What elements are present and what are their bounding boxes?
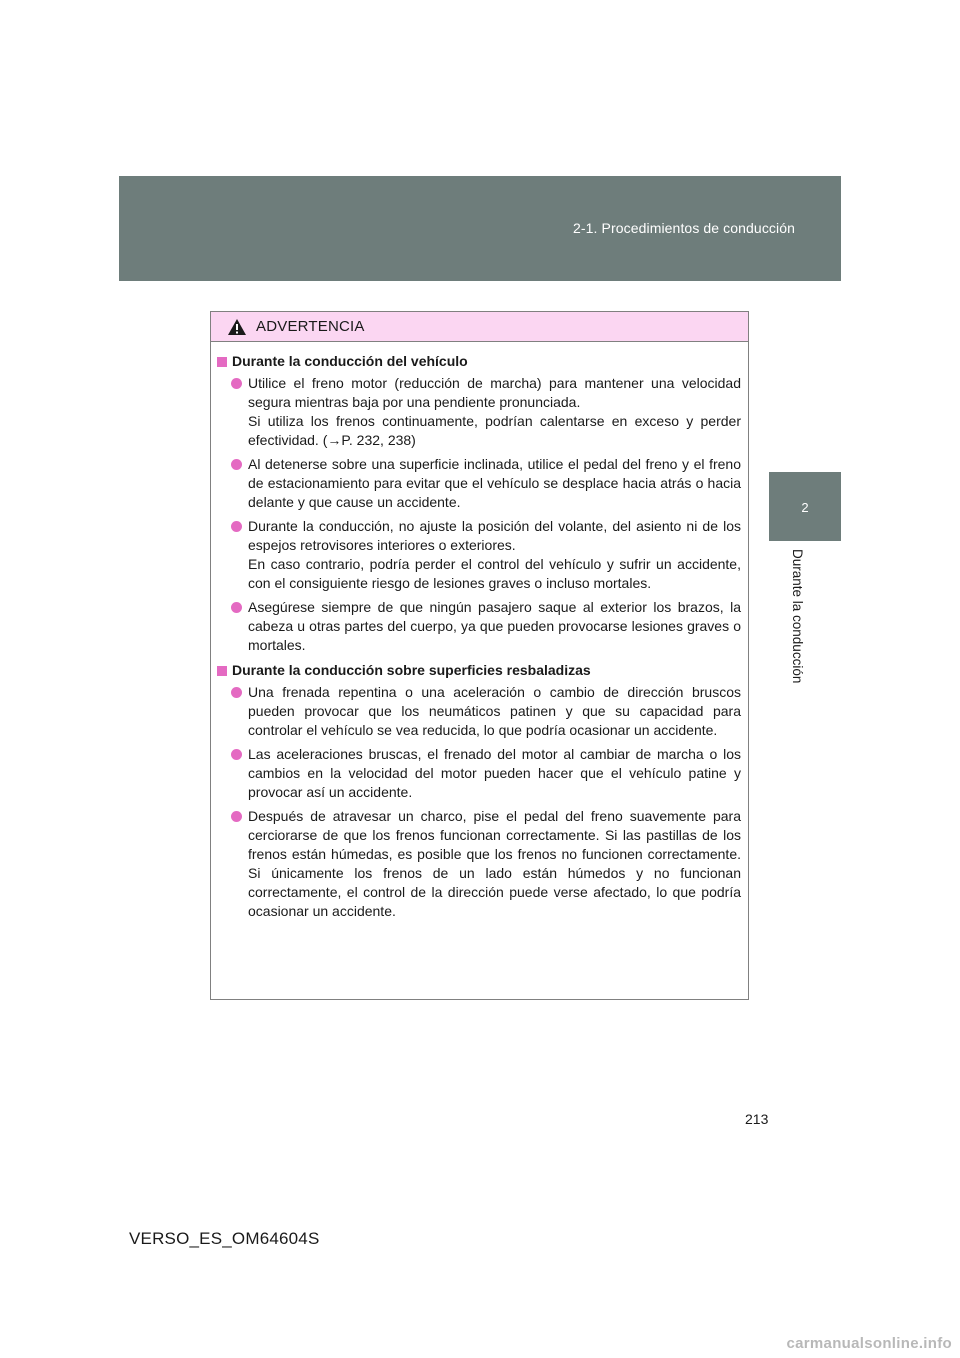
item-paragraph: Una frenada repentina o una aceleración o cambio de dirección bruscos pueden provocar que los neumáticos patinen y que su capacidad para controlar el vehículo se vea reducida, lo que podría ocasionar un accidente. [248, 684, 741, 738]
section-header-band [119, 176, 841, 281]
item-paragraph: Después de atravesar un charco, pise el pedal del freno suavemente para cerciorarse de que los frenos funcionan correctamente. Si las pastillas de los frenos están húmedas, es posible que los frenos no funcionen correctamente. Si únicamente los frenos de un lado están húmedos y no funcionan correctamente, el control de la dirección puede verse afectado, lo que podría ocasionar un accidente. [248, 808, 741, 919]
item-paragraph: Asegúrese siempre de que ningún pasajero saque al exterior los brazos, la cabeza u otras partes del cuerpo, ya que pueden provocarse lesiones graves o mortales. [248, 599, 741, 653]
watermark: carmanualsonline.info [786, 1335, 952, 1352]
warning-item [217, 683, 741, 740]
section-title: 2-1. Procedimientos de conducción [573, 220, 795, 236]
chapter-label: Durante la conducción [790, 549, 805, 684]
warning-item [217, 598, 741, 655]
warning-section [217, 352, 741, 655]
square-bullet-icon [217, 666, 227, 676]
warning-triangle-icon [227, 318, 247, 336]
warning-item [217, 807, 741, 921]
warning-section [217, 661, 741, 921]
item-paragraph: Durante la conducción, no ajuste la posición del volante, del asiento ni de los espejos retrovisores interiores o exteriores. [248, 518, 741, 553]
warning-item [217, 455, 741, 512]
round-bullet-icon [231, 459, 242, 470]
item-paragraph: Utilice el freno motor (reducción de marcha) para mantener una velocidad segura mientras baja por una pendiente pronunciada. [248, 375, 741, 410]
round-bullet-icon [231, 602, 242, 613]
round-bullet-icon [231, 378, 242, 389]
warning-item [217, 517, 741, 593]
section-heading-text: Durante la conducción sobre superficies resbaladizas [232, 662, 591, 678]
round-bullet-icon [231, 811, 242, 822]
round-bullet-icon [231, 521, 242, 532]
round-bullet-icon [231, 749, 242, 760]
page-number: 213 [745, 1111, 769, 1127]
round-bullet-icon [231, 687, 242, 698]
chapter-number: 2 [801, 500, 809, 515]
warning-item [217, 745, 741, 802]
item-paragraph: Al detenerse sobre una superficie inclinada, utilice el pedal del freno y el freno de estacionamiento para evitar que el vehículo se desplace hacia atrás o hacia delante y que cause un accidente. [248, 456, 741, 510]
item-paragraph: En caso contrario, podría perder el control del vehículo y sufrir un accidente, con el consiguiente riesgo de lesiones graves o incluso mortales. [248, 556, 741, 591]
warning-box [210, 311, 749, 1000]
document-code: VERSO_ES_OM64604S [129, 1229, 320, 1248]
square-bullet-icon [217, 357, 227, 367]
section-heading [217, 352, 741, 371]
chapter-tab [769, 472, 841, 541]
item-paragraph: Si utiliza los frenos continuamente, podrían calentarse en exceso y perder efectividad. (→P. 232, 238) [248, 413, 741, 448]
item-paragraph: Las aceleraciones bruscas, el frenado del motor al cambiar de marcha o los cambios en la velocidad del motor pueden hacer que el vehículo patine y provocar así un accidente. [248, 746, 741, 800]
section-heading [217, 661, 741, 680]
section-heading-text: Durante la conducción del vehículo [232, 353, 468, 369]
warning-body [211, 342, 748, 921]
warning-header [211, 312, 748, 342]
warning-title: ADVERTENCIA [256, 318, 365, 335]
warning-item [217, 374, 741, 450]
